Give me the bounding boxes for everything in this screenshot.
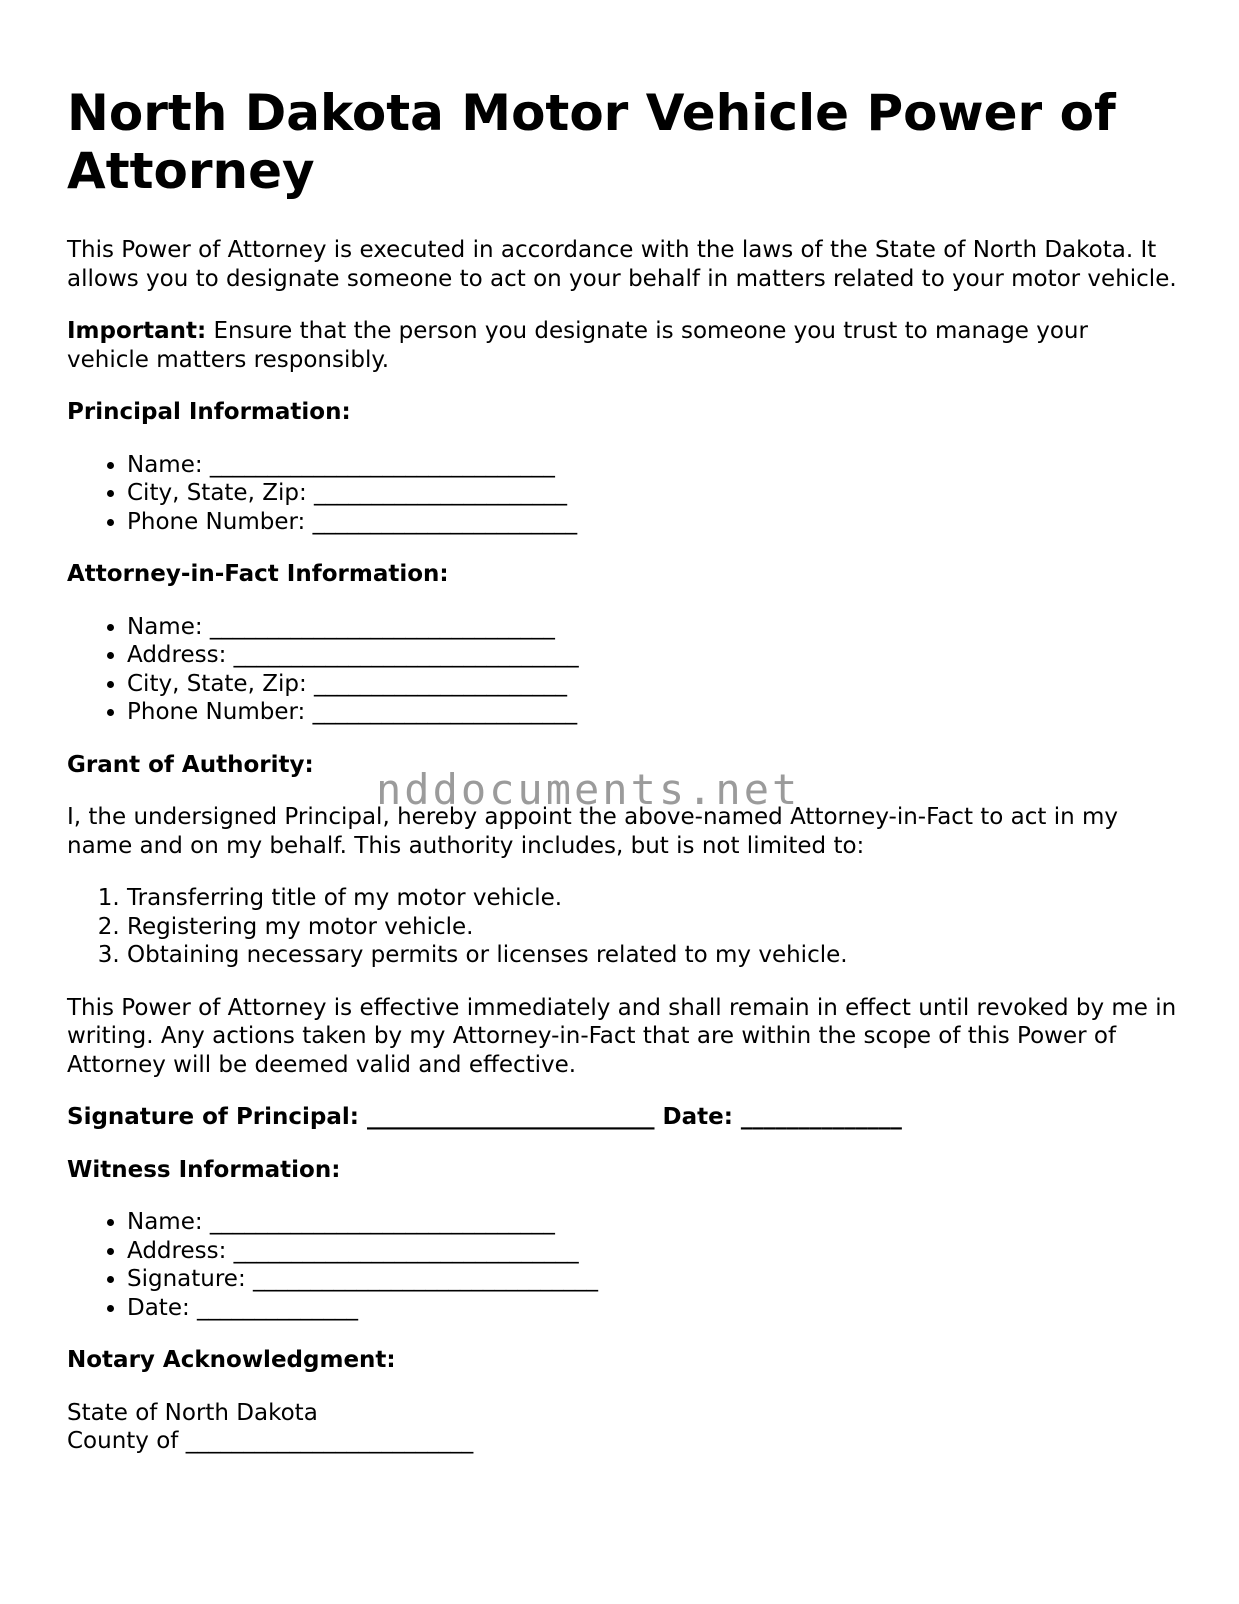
grant-list [67,884,1177,970]
notary-state: State of North Dakota [67,1399,318,1426]
notary-block [67,1399,1177,1456]
witness-date-field: • Date: ______________ [127,1294,1177,1323]
witness-name-field: • Name: ______________________________ [127,1208,1177,1237]
witness-address-field: • Address: ______________________________ [127,1237,1177,1266]
principal-phone-field: • Phone Number: _______________________ [127,508,1177,537]
witness-heading: Witness Information: [67,1156,341,1183]
principal-city-field: • City, State, Zip: ______________________ [127,479,1177,508]
effective-paragraph: This Power of Attorney is effective immediately and shall remain in effect until revoked by me in writing. Any actions taken by my Attorney-in-Fact that are within the scope of this Power of Attorney will be deemed valid and effective. [67,994,1177,1078]
grant-paragraph: I, the undersigned Principal, hereby appoint the above-named Attorney-in-Fact to act in my name and on my behalf. This authority includes, but is not limited to: [67,804,1119,859]
grant-heading: Grant of Authority: [67,751,314,778]
principal-name-field: • Name: ______________________________ [127,451,1177,480]
grant-item: 1. Transferring title of my motor vehicle. [127,884,1177,913]
notary-county: County of _________________________ [67,1428,474,1454]
attorney-heading: Attorney-in-Fact Information: [67,561,449,587]
important-note [67,317,1177,374]
witness-list [67,1208,1177,1322]
watermark: nddocuments.net [376,765,801,814]
attorney-address-field: • Address: ______________________________ [127,641,1177,670]
grant-item: 3. Obtaining necessary permits or licenses related to my vehicle. [127,941,1177,970]
attorney-phone-field: • Phone Number: _______________________ [127,698,1177,727]
witness-signature-field: • Signature: ______________________________ [127,1265,1177,1294]
important-label: Important: [67,318,207,344]
principal-list [67,451,1177,537]
intro-paragraph: This Power of Attorney is executed in accordance with the laws of the State of North Dakota. It allows you to designate someone to act on your behalf in matters related to your motor vehicle. [67,237,1177,292]
notary-heading: Notary Acknowledgment: [67,1347,396,1373]
document-title: North Dakota Motor Vehicle Power of Attorney [67,84,1116,200]
principal-signature-line: Signature of Principal: _________________________ Date: ______________ [67,1104,902,1130]
important-text: Ensure that the person you designate is someone you trust to manage your vehicle matters responsibly. [67,318,1088,373]
grant-item: 2. Registering my motor vehicle. [127,913,1177,942]
attorney-list [67,613,1177,727]
attorney-name-field: • Name: ______________________________ [127,613,1177,642]
principal-heading: Principal Information: [67,399,351,425]
attorney-city-field: • City, State, Zip: ______________________ [127,670,1177,699]
